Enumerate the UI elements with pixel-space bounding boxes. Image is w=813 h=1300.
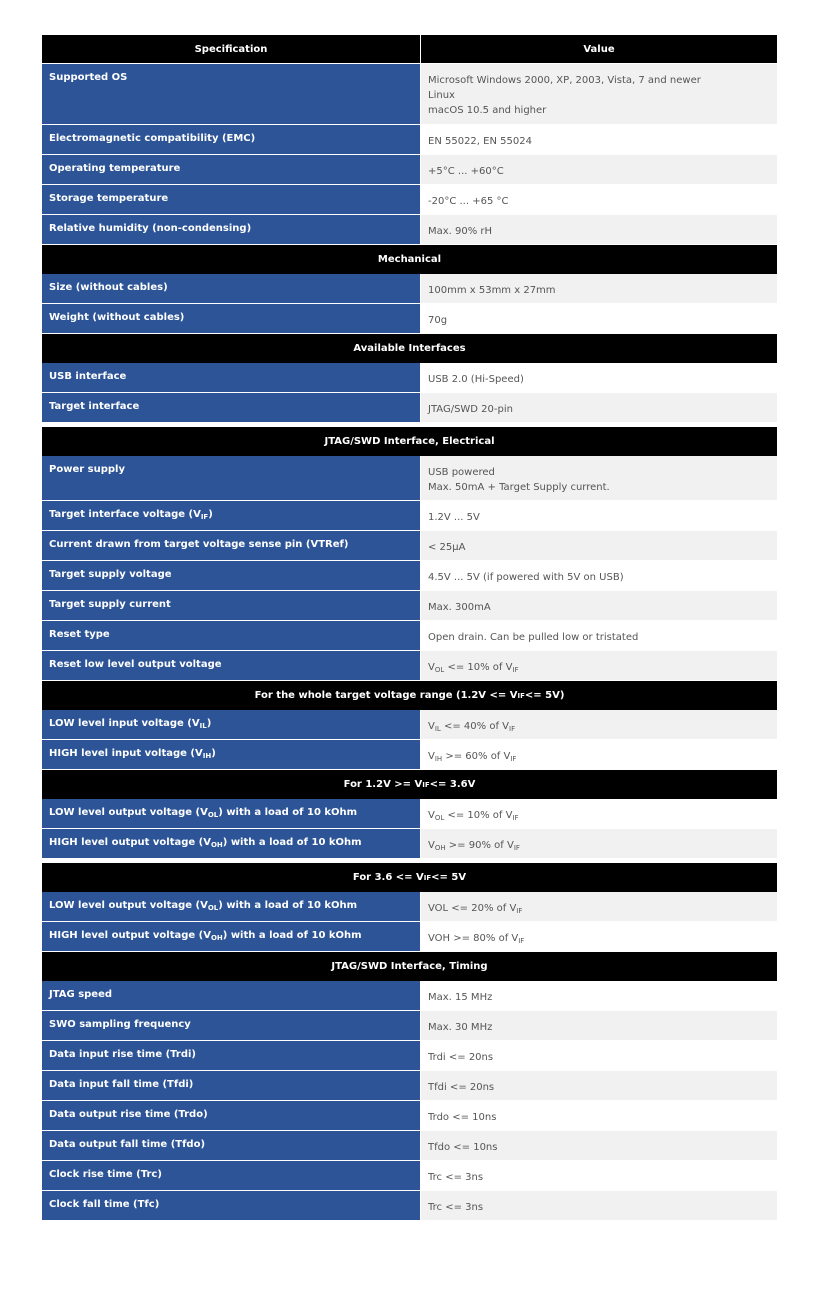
value-cell: [421, 710, 777, 739]
value-cell: JTAG/SWD 20-pin: [421, 393, 777, 422]
table-row: [42, 591, 777, 621]
table-row: [42, 215, 777, 245]
section-title-text: <= 5V: [431, 872, 467, 883]
subscript: OH: [434, 844, 446, 852]
subscript: IL: [434, 725, 441, 733]
value-cell: USB 2.0 (Hi-Speed): [421, 363, 777, 392]
spec-cell: [42, 799, 421, 828]
spec-cell: Data output fall time (Tfdo): [42, 1131, 421, 1160]
table-row: [42, 64, 777, 125]
table-row: [42, 125, 777, 155]
table-row: [42, 651, 777, 681]
spec-cell: Target interface: [42, 393, 421, 422]
value-text: VOH >= 80% of V: [428, 933, 519, 944]
table-row: [42, 1041, 777, 1071]
value-cell: [421, 799, 777, 828]
table-row: [42, 922, 777, 952]
table-row: [42, 1161, 777, 1191]
value-line: USB powered: [428, 467, 495, 478]
spec-column-header: Specification: [42, 35, 421, 63]
value-cell: Open drain. Can be pulled low or tristated: [421, 621, 777, 650]
spec-cell: Current drawn from target voltage sense pin (VTRef): [42, 531, 421, 560]
spec-text: HIGH level input voltage (V: [49, 748, 203, 759]
table-row: [42, 393, 777, 423]
value-cell: Max. 15 MHz: [421, 981, 777, 1010]
subscript: OL: [207, 811, 219, 819]
value-cell: 4.5V ... 5V (if powered with 5V on USB): [421, 561, 777, 590]
value-cell: [421, 651, 777, 680]
spec-text: ) with a load of 10 kOhm: [218, 900, 358, 911]
value-cell: Max. 90% rH: [421, 215, 777, 244]
spec-cell: [42, 740, 421, 769]
subscript: IF: [510, 755, 517, 763]
table-row: [42, 892, 777, 922]
subscript: IF: [513, 844, 520, 852]
table-row: [42, 1191, 777, 1221]
table-row: [42, 363, 777, 393]
spec-cell: Relative humidity (non-condensing): [42, 215, 421, 244]
subscript: IL: [199, 722, 207, 730]
spec-text: Target interface voltage (V: [49, 509, 201, 520]
spec-cell: Target supply voltage: [42, 561, 421, 590]
table-row: [42, 829, 777, 859]
spec-cell: Supported OS: [42, 64, 421, 124]
subscript: OL: [207, 904, 219, 912]
subscript: IF: [512, 666, 519, 674]
table-row: [42, 1131, 777, 1161]
value-cell: [421, 64, 777, 124]
subscript: OL: [434, 814, 445, 822]
spec-cell: Reset low level output voltage: [42, 651, 421, 680]
table-row: [42, 304, 777, 334]
value-cell: Trdi <= 20ns: [421, 1041, 777, 1070]
subscript: OL: [434, 666, 445, 674]
value-line: Microsoft Windows 2000, XP, 2003, Vista, 7 and newer: [428, 75, 701, 86]
value-cell: -20°C ... +65 °C: [421, 185, 777, 214]
section-title-text: <= 3.6V: [429, 779, 476, 790]
section-header-range-low: For 1.2V >= V IF <= 3.6V: [42, 770, 777, 799]
value-cell: Trdo <= 10ns: [421, 1101, 777, 1130]
value-text: <= 40% of V: [440, 721, 509, 732]
spec-cell: USB interface: [42, 363, 421, 392]
section-title-text: For 1.2V >= V: [343, 779, 423, 790]
subscript: IH: [202, 752, 212, 760]
spec-cell: Storage temperature: [42, 185, 421, 214]
section-header-electrical: JTAG/SWD Interface, Electrical: [42, 427, 777, 456]
spec-text: ): [208, 509, 213, 520]
spec-text: ): [206, 718, 212, 729]
subscript: OH: [210, 841, 223, 849]
table-row: [42, 274, 777, 304]
spec-cell: SWO sampling frequency: [42, 1011, 421, 1040]
table-row: [42, 531, 777, 561]
spec-text: LOW level output voltage (V: [49, 807, 208, 818]
table-row: [42, 1101, 777, 1131]
value-cell: [421, 829, 777, 858]
section-header-whole-range: For the whole target voltage range (1.2V <= V IF <= 5V): [42, 681, 777, 710]
spec-cell: Clock rise time (Trc): [42, 1161, 421, 1190]
spec-text: LOW level output voltage (V: [49, 900, 208, 911]
table-row: [42, 1011, 777, 1041]
table-row: [42, 740, 777, 770]
value-text: VOL <= 20% of V: [428, 903, 517, 914]
value-text: V: [428, 840, 435, 851]
spec-cell: Power supply: [42, 456, 421, 500]
value-cell: Trc <= 3ns: [421, 1161, 777, 1190]
spec-cell: Data output rise time (Trdo): [42, 1101, 421, 1130]
spec-cell: Electromagnetic compatibility (EMC): [42, 125, 421, 154]
spec-cell: Reset type: [42, 621, 421, 650]
spec-text: HIGH level output voltage (V: [49, 837, 211, 848]
section-header-mechanical: Mechanical: [42, 245, 777, 274]
table-row: [42, 185, 777, 215]
spec-cell: [42, 710, 421, 739]
value-cell: Max. 300mA: [421, 591, 777, 620]
table-row: [42, 1071, 777, 1101]
value-text: >= 60% of V: [442, 751, 511, 762]
spec-cell: [42, 922, 421, 951]
specification-table: [42, 35, 777, 1221]
value-cell: [421, 740, 777, 769]
value-column-header: Value: [583, 43, 615, 55]
spec-cell: [42, 892, 421, 921]
table-row: [42, 981, 777, 1011]
table-header: [42, 35, 777, 64]
subscript: IF: [516, 907, 523, 915]
spec-cell: Data input fall time (Tfdi): [42, 1071, 421, 1100]
table-row: [42, 561, 777, 591]
section-title-text: For 3.6 <= V: [352, 872, 424, 883]
spec-cell: [42, 829, 421, 858]
value-text: <= 10% of V: [444, 662, 513, 673]
value-cell: +5°C ... +60°C: [421, 155, 777, 184]
value-cell: [421, 892, 777, 921]
table-row: [42, 155, 777, 185]
value-text: V: [428, 721, 435, 732]
spec-cell: Target supply current: [42, 591, 421, 620]
value-line: Linux: [428, 90, 455, 101]
subscript: IF: [200, 513, 209, 521]
value-text: V: [428, 810, 435, 821]
value-cell: Tfdi <= 20ns: [421, 1071, 777, 1100]
value-cell: EN 55022, EN 55024: [421, 125, 777, 154]
value-text: >= 90% of V: [445, 840, 514, 851]
spec-cell: JTAG speed: [42, 981, 421, 1010]
value-text: <= 10% of V: [444, 810, 513, 821]
spec-cell: [42, 501, 421, 530]
section-header-range-high: For 3.6 <= V IF <= 5V: [42, 863, 777, 892]
table-row: [42, 710, 777, 740]
spec-cell: Clock fall time (Tfc): [42, 1191, 421, 1220]
value-cell: [421, 456, 777, 500]
value-cell: [421, 922, 777, 951]
spec-text: ) with a load of 10 kOhm: [218, 807, 358, 818]
section-title-text: <= 5V): [524, 690, 565, 701]
spec-text: ) with a load of 10 kOhm: [222, 837, 362, 848]
section-header-timing: JTAG/SWD Interface, Timing: [42, 952, 777, 981]
table-row: [42, 799, 777, 829]
value-cell: Max. 30 MHz: [421, 1011, 777, 1040]
value-cell: 100mm x 53mm x 27mm: [421, 274, 777, 303]
spec-text: HIGH level output voltage (V: [49, 930, 211, 941]
spec-text: ): [211, 748, 216, 759]
spec-text: ) with a load of 10 kOhm: [222, 930, 362, 941]
table-row: [42, 621, 777, 651]
spec-cell: Data input rise time (Trdi): [42, 1041, 421, 1070]
spec-cell: Weight (without cables): [42, 304, 421, 333]
subscript: IF: [509, 725, 516, 733]
value-text: V: [428, 751, 435, 762]
subscript: OH: [210, 934, 223, 942]
subscript: IF: [518, 937, 525, 945]
value-line: macOS 10.5 and higher: [428, 105, 547, 116]
value-line: Max. 50mA + Target Supply current.: [428, 482, 610, 493]
spec-cell: Operating temperature: [42, 155, 421, 184]
value-cell: 1.2V ... 5V: [421, 501, 777, 530]
value-cell: 70g: [421, 304, 777, 333]
subscript: IF: [512, 814, 519, 822]
spec-cell: Size (without cables): [42, 274, 421, 303]
value-cell: Trc <= 3ns: [421, 1191, 777, 1220]
section-title-text: For the whole target voltage range (1.2V <= V: [254, 690, 518, 701]
table-row: [42, 456, 777, 501]
value-text: V: [428, 662, 435, 673]
subscript: IH: [434, 755, 443, 763]
value-cell: < 25µA: [421, 531, 777, 560]
section-header-interfaces: Available Interfaces: [42, 334, 777, 363]
value-cell: Tfdo <= 10ns: [421, 1131, 777, 1160]
spec-text: LOW level input voltage (V: [49, 718, 200, 729]
table-row: [42, 501, 777, 531]
